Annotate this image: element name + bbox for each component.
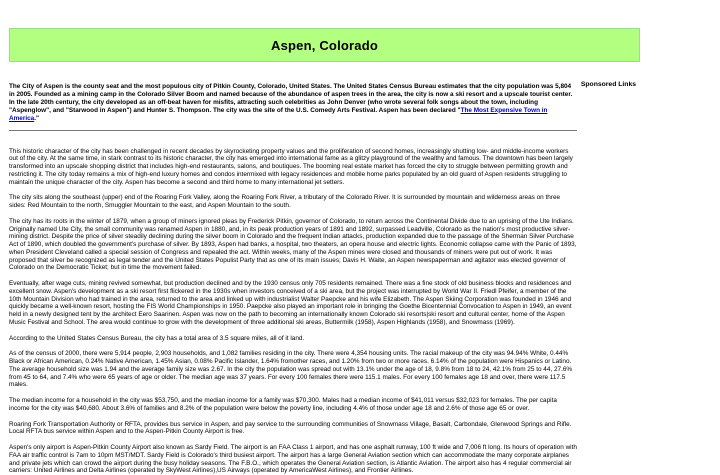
- paragraph-airport: Aspen's only airport is Aspen-Pitkin County Airport also known as Sardy Field. The airport is an FAA Class 1 airport, and has one asphalt runway, 100 ft wide and 7,006 ft long. Its hours of operation with FAA air traffic control is 7am to 10pm MST/MDT. Sardy Field is Colorado's third busiest airport. The airport has a large General Aviation section which can accommodate the many corporate airplanes and private jets which can crowd the airport during the busy holiday seasons. The F.B.O., which operates the General Aviation section, is Atlantic Aviation. The airport also has 4 regular commercial air carriers: United Airlines and Delta Airlines (operated by SkyWest Airlines),US Airways (operated by AmericaWest Airlines), and Frontier Airlines.: [9, 444, 577, 475]
- most-expensive-town-link[interactable]: The Most Expensive Town in America: [9, 106, 548, 122]
- paragraph-transportation: Roaring Fork Transportation Authority or RFTA, provides bus service in Aspen, and pay service to the surrounding communities of Snowmass Village, Basalt, Carbondale, Glenwood Springs and Rifle. Local RFTA bus service within Aspen and to the Aspen-Pitkin County Airport is free.: [9, 420, 572, 436]
- intro-paragraph: [9, 83, 577, 123]
- paragraph-geography: The city sits along the southeast (upper) end of the Roaring Fork Valley, along the Roaring Fork River, a tributary of the Colorado River. It is surrounded by mountain and wilderness areas on three sides: Red Mountain to the north, Smuggler Mountain to the east, and Aspen Mountain to the south.: [9, 194, 561, 210]
- paragraph-ski-resort: Eventually, after wage cuts, mining revived somewhat, but production declined and by the 1930 census only 705 residents remained. There was a fine stock of old business blocks and residences and excellent snow. Aspen's development as a ski resort first flickered in the 1930s when investors conceived of a ski area, but the project was interrupted by World War II. Friedl Pfeifer, a member of the 10th Mountain Division who had trained in the area, returned to the area and linked up with industrialist Walter Paepcke and his wife Elizabeth. The Aspen Skiing Corporation was founded in 1946 and quickly became a well-known resort, hosting the FIS World Championships in 1950. Paepcke also played an important role in bringing the Goethe Bicentennial Convocation to Aspen in 1949, an event held in a newly designed tent by the architect Eero Saarinen. Aspen was now on the path to becoming an internationally known Colorado ski resorts|ski resort and cultural center, home of the Aspen Music Festival and School. The area would continue to grow with the development of three additional ski areas, Buttermilk (1958), Aspen Highlands (1958), and Snowmass (1969).: [9, 280, 572, 326]
- paragraph-census: As of the census of 2000, there were 5,914 people, 2,903 households, and 1,082 families residing in the city. There were 4,354 housing units. The racial makeup of the city was 94.94% White, 0.44% Black or African American, 0.24% Native American, 1.45% Asian, 0.08% Pacific Islander, 1.64% fromother races, and 1.20% from two or more races. 6.14% of the population were Hispanics or Latino. The average household size was 1.94 and the average family size was 2.67. In the city the population was spread out with 13.1% under the age of 18, 9.8% from 18 to 24, 42.1% from 25 to 44, 27.6% from 45 to 64, and 7.4% who were 65 years of age or older. The median age was 37 years. For every 100 females there were 115.1 males. For every 100 females age 18 and over, there were 117.5 males.: [9, 350, 573, 389]
- paragraph-area: According to the United States Census Bureau, the city has a total area of 3.5 square miles, all of it land.: [9, 334, 305, 342]
- title-banner: [9, 28, 640, 62]
- article-content: [9, 83, 577, 475]
- page-title: Aspen, Colorado: [270, 37, 378, 53]
- paragraph-mining-history: The city has its roots in the winter of 1879, when a group of miners ignored pleas by Frederick Pitkin, governor of Colorado, to return across the Continental Divide due to an uprising of the Ute Indians. Originally named Ute City, the small community was renamed Aspen in 1880, and, in its peak production years of 1891 and 1892, surpassed Leadville, Colorado as the nation's most productive silver-mining district. Despite the price of silver steadily declining during the silver boom in Colorado and the frequent Indian attacks, production expanded due to the passage of the Sherman Silver Purchase Act of 1890, which doubled the government's purchase of silver. By 1893, Aspen had banks, a hospital, two theaters, an opera house and electric lights. Economic collapse came with the Panic of 1893, when President Cleveland called a special session of Congress and repealed the act. Within weeks, many of the Aspen mines were closed and thousands of miners were put out of work. It was proposed that silver be recognized as legal tender and the United States Populist Party that as one of its main issues; Davis H. Waite, an Aspen newspaperman and agitator was elected governor of Colorado on the Democratic Ticket; but in time the movement failed.: [9, 217, 577, 272]
- intro-text: The City of Aspen is the county seat and the most populous city of Pitkin County, Colorado, United States. The United States Census Bureau estimates that the city population was 5,804 in 2005. Founded as a mining camp in the Colorado Silver Boom and named because of the abundance of aspen trees in the area, the city is now a ski resort and a upscale tourist center. In the late 20th century, the city developed as an off-beat haven for misfits, attracting such celebrities as John Denver (who wrote several folk songs about the town, including "Aspenglow", and "Starwood in Aspen") and Hunter S. Thompson. The city was the site of the U.S. Comedy Arts Festival. Aspen has been declared ": [9, 83, 573, 114]
- sponsored-links-label: Sponsored Links: [580, 81, 636, 88]
- paragraph-history-character: This historic character of the city has been challenged in recent decades by skyrocketing property values and the proliferation of second homes, increasingly shutting low- and middle-income workers out of the city. At the same time, in stark contrast to its historic character, the city has emerged into international fame as a glitzy playground of the wealthy and famous. The downtown has been largely transformed into an upscale shopping district that includes high-end restaurants, salons, and boutiques. The booming real estate market has forced the city to struggle between permitting growth and restricting it. The city today remains a mix of high-end luxury homes and condos intermixed with legacy residences and mobile home parks populated by an old guard of Aspen residents struggling to maintain the unique character of the city. Aspen has become a second and third home to many international jet setters.: [9, 147, 573, 186]
- intro-text-end: .": [34, 114, 40, 122]
- paragraph-income: The median income for a household in the city was $53,750, and the median income for a family was $70,300. Males had a median income of $41,011 versus $32,023 for females. The per capita income for the city was $40,680. About 3.6% of families and 8.2% of the population were below the poverty line, including 4.4% of those under age 18 and 2.6% of those age 65 or over.: [9, 397, 557, 412]
- section-divider: [9, 130, 577, 131]
